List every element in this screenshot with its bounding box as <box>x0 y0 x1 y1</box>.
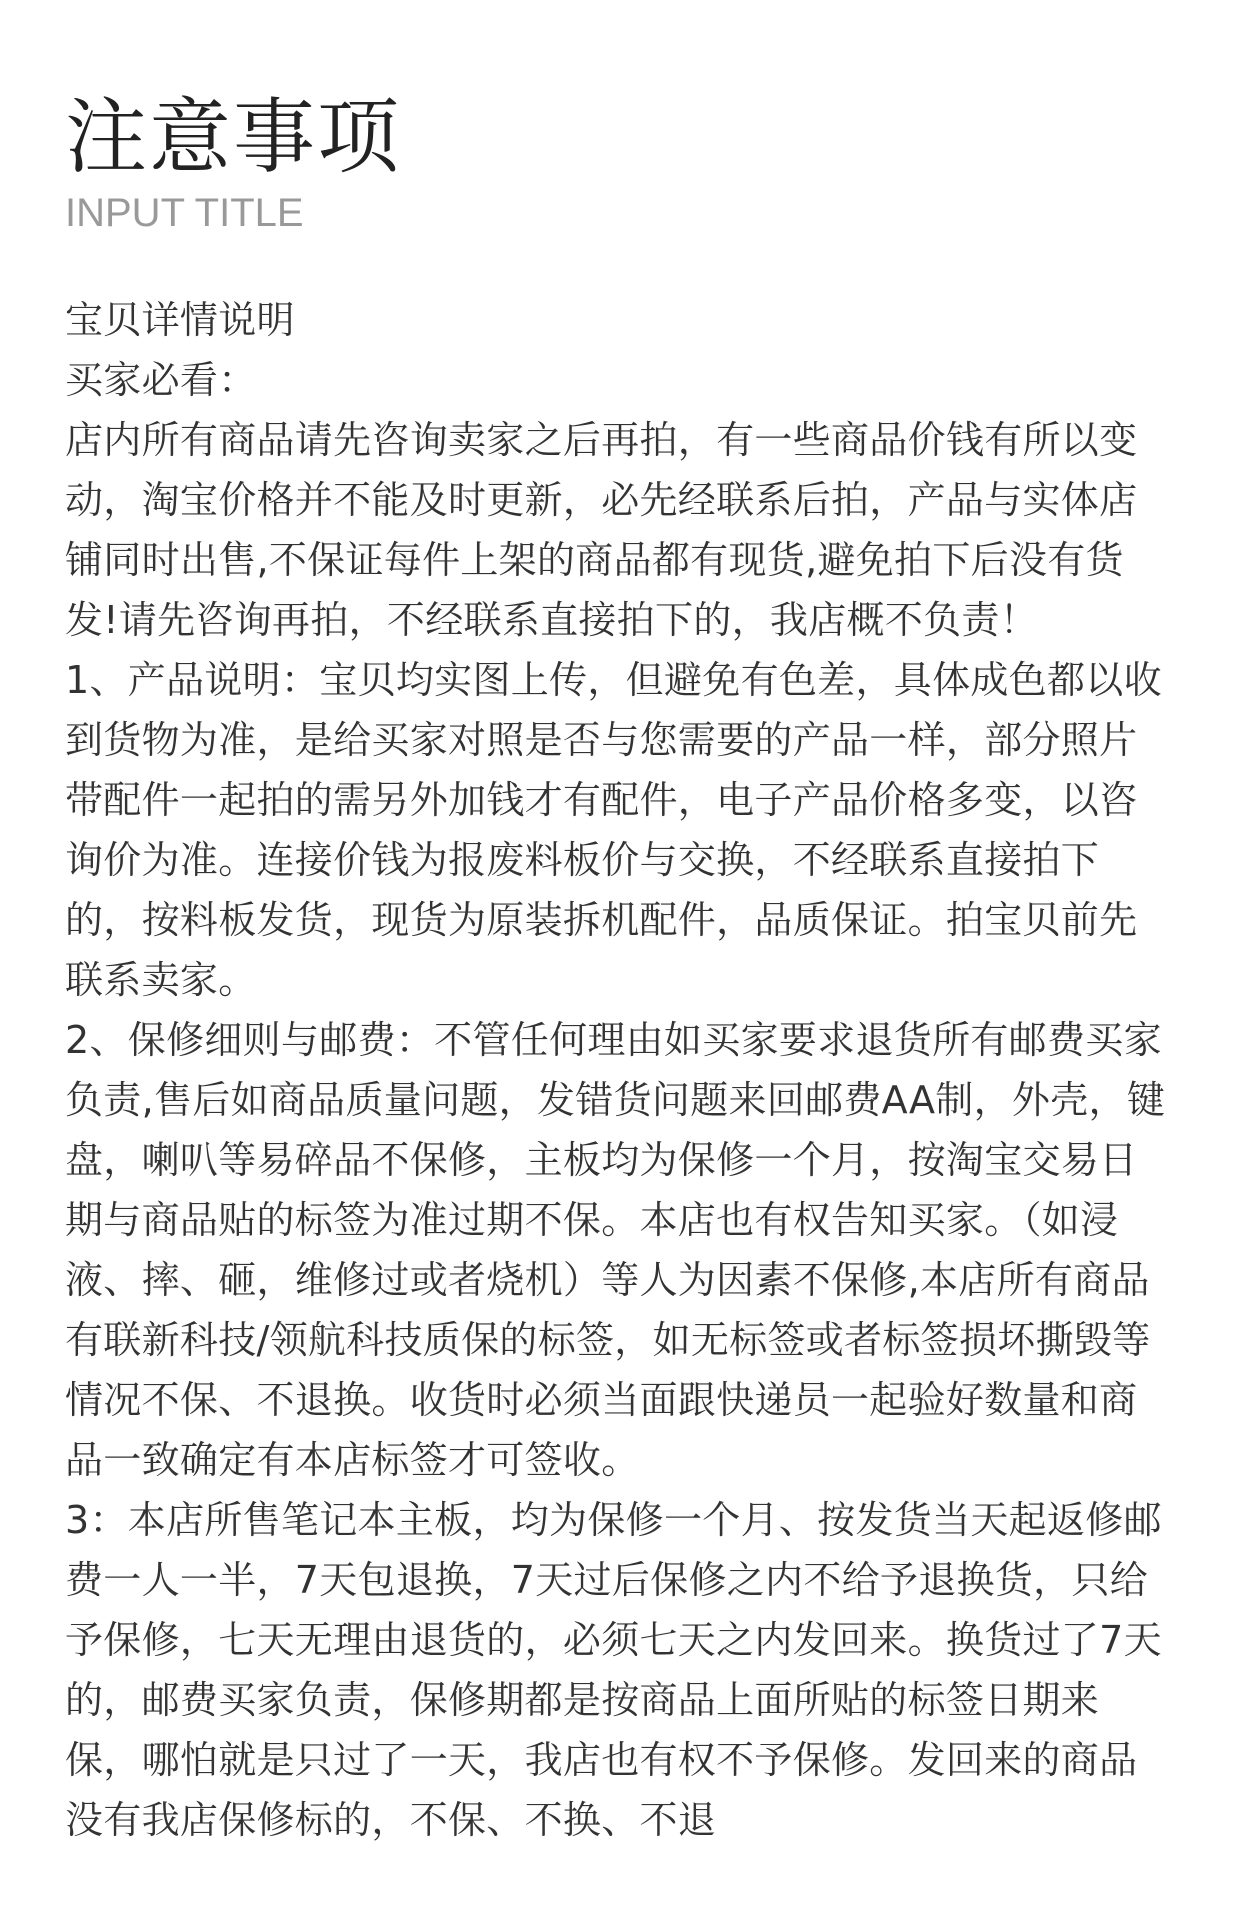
paragraph-warranty-shipping: 2、保修细则与邮费：不管任何理由如买家要求退货所有邮费买家负责,售后如商品质量问题，发错货问题来回邮费AA制，外壳，键盘，喇叭等易碎品不保修，主板均为保修一个月，按淘宝交易日期与商品贴的标签为准过期不保。本店也有权告知买家。（如浸液、摔、砸，维修过或者烧机）等人为因素不保修,本店所有商品有联新科技/领航科技质保的标签，如无标签或者标签损坏撕毁等情况不保、不退换。收货时必须当面跟快递员一起验好数量和商品一致确定有本店标签才可签收。 <box>65 1018 1166 1482</box>
paragraph-motherboard-warranty: 3：本店所售笔记本主板，均为保修一个月、按发货当天起返修邮费一人一半，7天包退换，7天过后保修之内不给予退换货，只给予保修，七天无理由退货的，必须七天之内发回来。换货过了7天的，邮费买家负责，保修期都是按商品上面所贴的标签日期来保，哪怕就是只过了一天，我店也有权不予保修。发回来的商品没有我店保修标的，不保、不换、不退 <box>65 1498 1162 1842</box>
paragraph-consult-first: 店内所有商品请先咨询卖家之后再拍，有一些商品价钱有所以变动，淘宝价格并不能及时更新，必先经联系后拍，产品与实体店铺同时出售,不保证每件上架的商品都有现货,避免拍下后没有货发!请先咨询再拍，不经联系直接拍下的，我店概不负责！ <box>65 418 1138 642</box>
section-heading-buyer-must-read: 买家必看： <box>65 358 257 402</box>
section-heading-details: 宝贝详情说明 <box>65 298 295 342</box>
page-title: 注意事项 <box>65 90 402 185</box>
paragraph-product-description: 1、产品说明：宝贝均实图上传，但避免有色差，具体成色都以收到货物为准，是给买家对照是否与您需要的产品一样，部分照片带配件一起拍的需另外加钱才有配件，电子产品价格多变，以咨询价为准。连接价钱为报废料板价与交换，不经联系直接拍下的，按料板发货，现货为原装拆机配件，品质保证。拍宝贝前先联系卖家。 <box>65 658 1162 1002</box>
notice-content <box>65 290 1175 1850</box>
notice-page <box>65 88 1175 1850</box>
page-subtitle: INPUT TITLE <box>65 191 304 235</box>
